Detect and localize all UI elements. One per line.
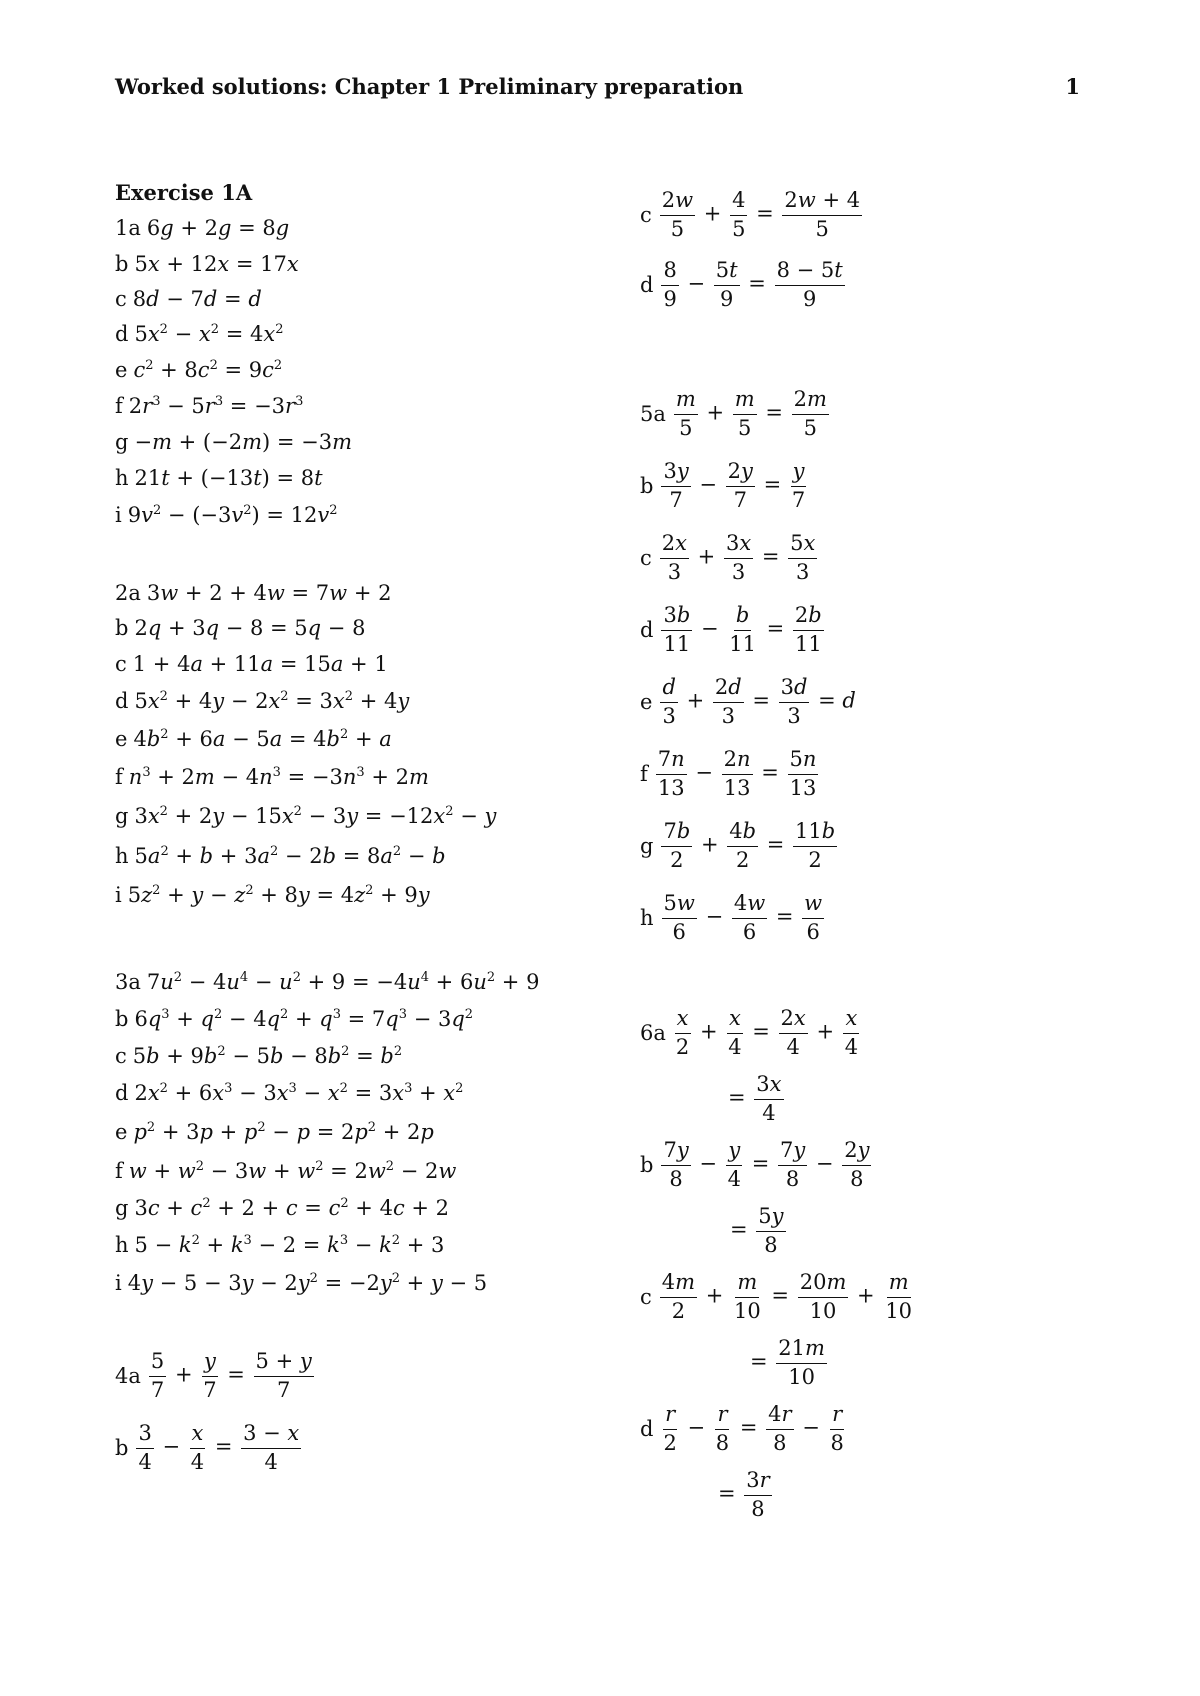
solution-3f <box>115 1152 615 1190</box>
equation: $2x^2 + 6x^3 - 3x^3 - x^2 = 3x^3 + x^2$ <box>134 1081 464 1105</box>
equation: $3x^2 + 2y - 15x^2 - 3y = -12x^2 - y$ <box>134 804 497 828</box>
solution-3g <box>115 1190 615 1226</box>
item-label: c <box>640 1285 652 1309</box>
equation: $c^2 + 8c^2 = 9c^2$ <box>133 358 283 382</box>
solution-2a <box>115 576 615 610</box>
solution-5f <box>640 738 1160 810</box>
item-label: g <box>640 834 654 858</box>
item-label: c <box>640 203 652 227</box>
equation: $2r^3 - 5r^3 = -3r^3$ <box>128 394 304 418</box>
item-label: d <box>115 689 129 713</box>
equation: $\frac{7b}{2}$ + $\frac{4b}{2}$ = $\frac{11b}{2}$ <box>663 819 836 872</box>
item-label: d <box>115 322 129 346</box>
equation: $p^2 + 3p + p^2 - p = 2p^2 + 2p$ <box>133 1120 434 1144</box>
item-label: b <box>640 474 654 498</box>
equation: 21t + (−13t) = 8t <box>134 466 323 490</box>
solution-3d <box>115 1074 615 1112</box>
item-label: h <box>115 1233 129 1257</box>
spacer <box>115 914 615 964</box>
equation: $\frac{3}{4}$ − $\frac{x}{4}$ = $\frac{3 - x}{4}$ <box>138 1421 300 1474</box>
item-label: f <box>115 765 123 789</box>
equation: 1 + 4a + 11a = 15a + 1 <box>132 652 388 676</box>
solution-6d <box>640 1396 1160 1462</box>
solution-1f <box>115 388 615 424</box>
solution-2g <box>115 796 615 836</box>
equation: $\frac{2x}{3}$ + $\frac{3x}{3}$ = $\frac{5x}{3}$ <box>661 531 816 584</box>
equation: $5a^2 + b + 3a^2 - 2b = 8a^2 - b$ <box>134 844 446 868</box>
equation: $\frac{m}{5}$ + $\frac{m}{5}$ = $\frac{2m}{5}$ <box>675 387 827 440</box>
item-label: h <box>115 466 129 490</box>
solution-1e <box>115 352 615 388</box>
equation: = $\frac{3x}{4}$ <box>728 1072 782 1125</box>
item-label: b <box>115 1007 129 1031</box>
equation: 6g + 2g = 8g <box>146 216 290 240</box>
equation: = $\frac{3r}{8}$ <box>718 1468 770 1521</box>
solution-4c <box>640 180 1160 250</box>
item-label: h <box>640 906 654 930</box>
equation: $4b^2 + 6a - 5a = 4b^2 + a$ <box>133 727 392 751</box>
equation: $\frac{3b}{11}$ − $\frac{b}{11}$ = $\frac{2b}{11}$ <box>663 603 822 656</box>
solution-1b <box>115 246 615 282</box>
item-label: i <box>115 883 122 907</box>
equation: $\frac{r}{2}$ − $\frac{r}{8}$ = $\frac{4r}{8}$ − $\frac{r}{8}$ <box>663 1402 844 1455</box>
equation: $\frac{7y}{8}$ − $\frac{y}{4}$ = $\frac{7y}{8}$ − $\frac{2y}{8}$ <box>663 1138 870 1191</box>
equation: $5 - k^2 + k^3 - 2 = k^3 - k^2 + 3$ <box>134 1233 445 1257</box>
item-label: 1a <box>115 216 141 240</box>
solution-3b <box>115 1000 615 1038</box>
solution-5c <box>640 522 1160 594</box>
item-label: c <box>115 652 127 676</box>
solution-2h <box>115 836 615 876</box>
solution-6c <box>640 1264 1160 1330</box>
equation: $w + w^2 - 3w + w^2 = 2w^2 - 2w$ <box>128 1159 457 1183</box>
item-label: b <box>115 1436 129 1460</box>
item-label: f <box>640 762 648 786</box>
solution-5d <box>640 594 1160 666</box>
equation: $\frac{5}{7}$ + $\frac{y}{7}$ = $\frac{5 + y}{7}$ <box>150 1349 312 1402</box>
item-label: f <box>115 1159 123 1183</box>
equation: $\frac{x}{2}$ + $\frac{x}{4}$ = $\frac{2x}{4}$ + $\frac{x}{4}$ <box>675 1006 859 1059</box>
equation: $\frac{8}{9}$ − $\frac{5t}{9}$ = $\frac{8 - 5t}{9}$ <box>663 258 843 311</box>
equation: $\frac{4m}{2}$ + $\frac{m}{10}$ = $\frac{20m}{10}$ + $\frac{m}{10}$ <box>661 1270 913 1323</box>
equation: $n^3 + 2m - 4n^3 = -3n^3 + 2m$ <box>128 765 429 789</box>
solution-1i <box>115 496 615 534</box>
solution-5g <box>640 810 1160 882</box>
item-label: g <box>115 430 129 454</box>
item-label: h <box>115 844 129 868</box>
item-label: 5a <box>640 402 666 426</box>
equation: $\frac{5w}{6}$ − $\frac{4w}{6}$ = $\frac{w}{6}$ <box>663 891 823 944</box>
item-label: b <box>640 1153 654 1177</box>
solution-3h <box>115 1226 615 1264</box>
left-column <box>115 180 615 1484</box>
item-label: f <box>115 394 123 418</box>
solution-6d-step <box>640 1462 1160 1528</box>
equation: $5x^2 + 4y - 2x^2 = 3x^2 + 4y$ <box>134 689 410 713</box>
item-label: g <box>115 804 129 828</box>
item-label: i <box>115 1271 122 1295</box>
item-label: e <box>115 1120 128 1144</box>
equation: 5x + 12x = 17x <box>134 252 299 276</box>
equation: $7u^2 - 4u^4 - u^2 + 9 = -4u^4 + 6u^2 + 9$ <box>146 970 540 994</box>
solution-5a <box>640 378 1160 450</box>
solution-6b <box>640 1132 1160 1198</box>
equation: $6q^3 + q^2 - 4q^2 + q^3 = 7q^3 - 3q^2$ <box>134 1007 474 1031</box>
solution-6a-step <box>640 1066 1160 1132</box>
item-label: e <box>115 358 128 382</box>
solution-5e <box>640 666 1160 738</box>
equation: 3w + 2 + 4w = 7w + 2 <box>146 581 392 605</box>
item-label: b <box>115 252 129 276</box>
item-label: 3a <box>115 970 141 994</box>
solution-1h <box>115 460 615 496</box>
solution-1g <box>115 424 615 460</box>
equation: −m + (−2m) = −3m <box>134 430 353 454</box>
spacer <box>640 954 1160 1000</box>
equation: $5x^2 - x^2 = 4x^2$ <box>134 322 284 346</box>
page-title: Worked solutions: Chapter 1 Preliminary preparation <box>115 74 744 99</box>
item-label: e <box>640 690 653 714</box>
equation: $\frac{d}{3}$ + $\frac{2d}{3}$ = $\frac{3d}{3}$ = d <box>662 675 856 728</box>
item-label: 2a <box>115 581 141 605</box>
spacer <box>115 1302 615 1340</box>
item-label: c <box>640 546 652 570</box>
equation: $9v^2 - (-3v^2) = 12v^2$ <box>127 503 338 527</box>
page-header <box>115 74 1080 99</box>
solution-2c <box>115 646 615 682</box>
item-label: e <box>115 727 128 751</box>
item-label: d <box>115 1081 129 1105</box>
equation: $3c + c^2 + 2 + c = c^2 + 4c + 2$ <box>134 1196 450 1220</box>
item-label: b <box>115 616 129 640</box>
right-column <box>640 180 1160 1528</box>
page-number: 1 <box>1065 74 1080 99</box>
equation: 8d − 7d = d <box>132 287 262 311</box>
equation: $5b + 9b^2 - 5b - 8b^2 = b^2$ <box>132 1044 403 1068</box>
solution-5b <box>640 450 1160 522</box>
solution-1a <box>115 210 615 246</box>
equation: $\frac{2w}{5}$ + $\frac{4}{5}$ = $\frac{2w + 4}{5}$ <box>661 188 861 241</box>
solution-5h <box>640 882 1160 954</box>
solution-1c <box>115 282 615 316</box>
solution-3c <box>115 1038 615 1074</box>
item-label: d <box>640 1417 654 1441</box>
solution-6c-step <box>640 1330 1160 1396</box>
equation: 2q + 3q − 8 = 5q − 8 <box>134 616 366 640</box>
item-label: 4a <box>115 1364 141 1388</box>
spacer <box>115 534 615 576</box>
solution-6b-step <box>640 1198 1160 1264</box>
equation: = $\frac{5y}{8}$ <box>730 1204 784 1257</box>
item-label: d <box>640 273 654 297</box>
solution-3a <box>115 964 615 1000</box>
item-label: d <box>640 618 654 642</box>
solution-2d <box>115 682 615 720</box>
solution-3e <box>115 1112 615 1152</box>
equation: $\frac{7n}{13}$ − $\frac{2n}{13}$ = $\frac{5n}{13}$ <box>657 747 817 800</box>
item-label: g <box>115 1196 129 1220</box>
solution-3i <box>115 1264 615 1302</box>
solution-2e <box>115 720 615 758</box>
solution-1d <box>115 316 615 352</box>
equation: = $\frac{21m}{10}$ <box>750 1336 825 1389</box>
solution-4d <box>640 250 1160 320</box>
equation: $4y - 5 - 3y - 2y^2 = -2y^2 + y - 5$ <box>127 1271 488 1295</box>
solution-4b <box>115 1412 615 1484</box>
item-label: c <box>115 1044 127 1068</box>
item-label: 6a <box>640 1021 666 1045</box>
solution-2b <box>115 610 615 646</box>
equation: $\frac{3y}{7}$ − $\frac{2y}{7}$ = $\frac{y}{7}$ <box>663 459 806 512</box>
solution-4a <box>115 1340 615 1412</box>
solution-2i <box>115 876 615 914</box>
equation: $5z^2 + y - z^2 + 8y = 4z^2 + 9y$ <box>127 883 430 907</box>
solution-6a <box>640 1000 1160 1066</box>
exercise-heading: Exercise 1A <box>115 180 253 205</box>
item-label: i <box>115 503 122 527</box>
item-label: c <box>115 287 127 311</box>
solution-2f <box>115 758 615 796</box>
spacer <box>640 320 1160 378</box>
